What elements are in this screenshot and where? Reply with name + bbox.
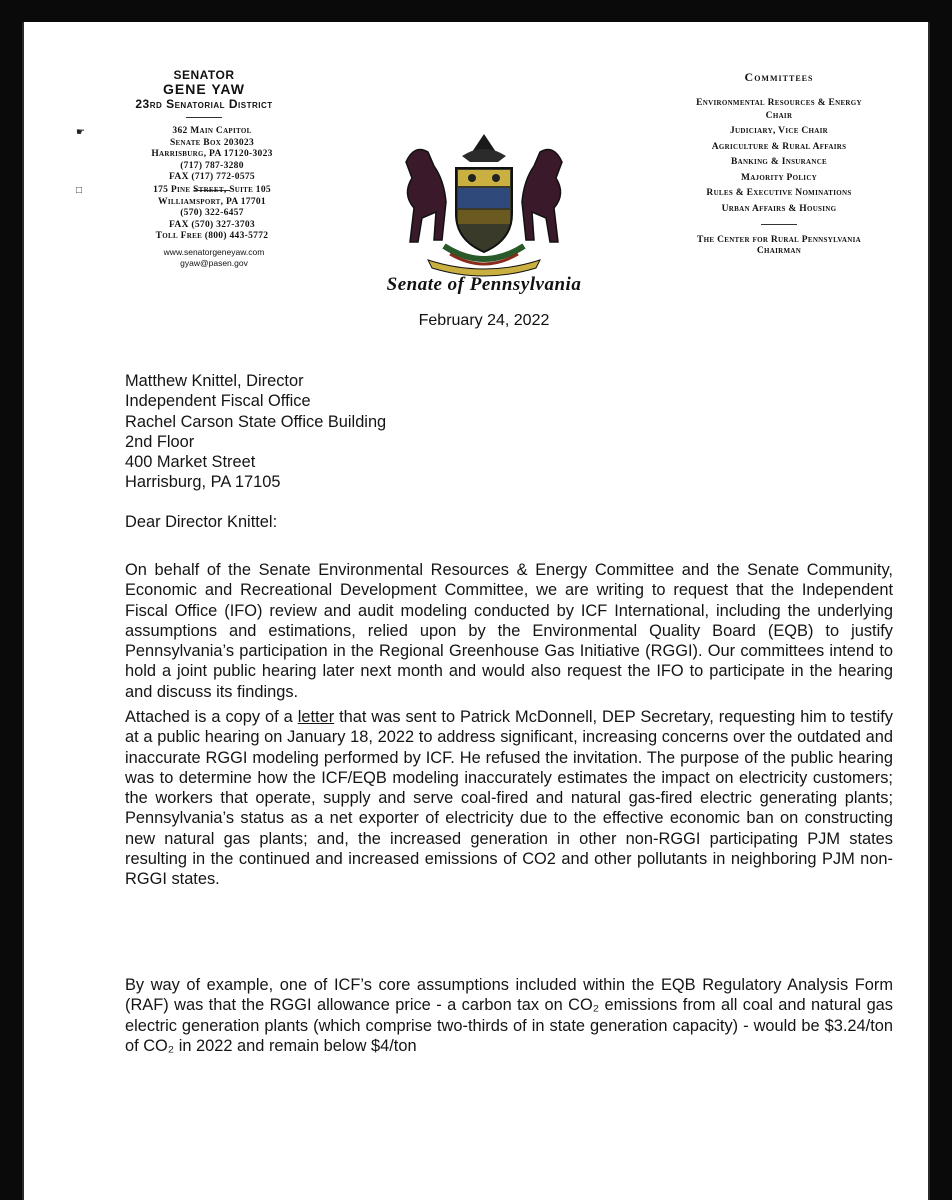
address-line: 175 Pine Street, Suite 105 <box>153 185 271 195</box>
district-office-address <box>127 185 297 243</box>
committees-title: Committees <box>744 70 814 84</box>
senator-title: SENATOR <box>173 68 235 82</box>
committee-item: Environmental Resources & Energy <box>696 98 862 108</box>
senator-name: GENE YAW <box>163 81 245 97</box>
address-line: (717) 787-3280 <box>180 160 244 171</box>
website-link[interactable]: www.senatorgeneyaw.com <box>163 247 265 257</box>
address-line: FAX (570) 327-3703 <box>169 219 255 230</box>
committees-block <box>656 70 902 257</box>
email-link[interactable]: gyaw@pasen.gov <box>180 258 248 268</box>
divider <box>761 224 797 225</box>
recipient-line: Matthew Knittel, Director <box>125 372 304 390</box>
letter-date: February 24, 2022 <box>418 312 550 329</box>
committee-item: Chair <box>765 111 793 121</box>
recipient-line: Rachel Carson State Office Building <box>125 412 387 431</box>
senator-district: 23rd Senatorial District <box>135 97 273 111</box>
committee-item: Majority Policy <box>740 172 818 183</box>
paragraph-3: By way of example, one of ICF’s core assumptions included within the EQB Regulatory Analysis Form (RAF) was that the RGGI allowance price - a carbon tax on CO₂ emissions from all coal and natural gas electric generation plants (which comprise two-thirds of in state generation capacity) - would be $3.24/ton of CO₂ in 2022 and remain below $4/ton <box>125 976 893 1055</box>
recipient-line: 2nd Floor <box>125 432 195 451</box>
address-line: (570) 322-6457 <box>180 208 244 218</box>
letter-page <box>22 22 930 1200</box>
address-line: Williamsport, PA 17701 <box>158 196 266 207</box>
pennsylvania-seal-icon <box>384 122 584 282</box>
pointing-hand-icon: ☛ <box>76 127 85 138</box>
rural-center <box>656 235 902 257</box>
senator-block <box>84 68 324 124</box>
committee-item: Urban Affairs & Housing <box>721 203 837 214</box>
committee-item: Judiciary, Vice Chair <box>730 126 828 136</box>
committee-item: Agriculture & Rural Affairs <box>711 141 847 152</box>
paragraph-2 <box>125 707 893 890</box>
paragraph-1: On behalf of the Senate Environmental Resources & Energy Committee and the Senate Community, Economic and Recreational Development Committee, we are writing to request that the Independent Fiscal Office (IFO) review and audit modeling conducted by ICF International, including the underlying assumptions and estimations, relied upon by the Environmental Quality Board (EQB) to justify Pennsylvania’s participation in the Regional Greenhouse Gas Initiative (RGGI). Our committees intend to hold a joint public hearing later next month and would also request the IFO to participate in the hearing and discuss its findings. <box>125 561 893 701</box>
checkbox-icon: □ <box>76 185 83 196</box>
capitol-office-address <box>127 126 297 191</box>
contact-web <box>114 247 314 269</box>
senate-name: Senate of Pennsylvania <box>386 274 582 295</box>
recipient-line: Independent Fiscal Office <box>125 392 311 411</box>
divider <box>186 117 222 118</box>
address-line: Toll Free (800) 443-5772 <box>155 231 269 241</box>
address-line: 362 Main Capitol <box>172 126 252 136</box>
salutation: Dear Director Knittel: <box>125 513 278 531</box>
recipient-line: 400 Market Street <box>125 453 256 472</box>
recipient-line: Harrisburg, PA 17105 <box>125 473 281 492</box>
committee-item: Banking & Insurance <box>730 157 828 167</box>
paragraph-2-start: Attached is a copy of a <box>125 708 298 726</box>
committee-item: Rules & Executive Nominations <box>706 188 852 198</box>
committee-list <box>656 98 902 217</box>
address-line: Senate Box 203023 <box>169 137 255 148</box>
letter-link[interactable]: letter <box>297 708 335 726</box>
recipient-address <box>125 371 893 493</box>
address-line: Harrisburg, PA 17120-3023 <box>151 149 273 159</box>
paragraph-2-rest: that was sent to Patrick McDonnell, DEP Secretary, requesting him to testify at a public hearing on January 18, 2022 to address significant, increasing concerns over the outdated and inaccurate RGGI modeling performed by ICF. He refused the invitation. The purpose of the public hearing was to determine how the ICF/EQB modeling inaccurately estimates the impact on electricity customers; the workers that operate, supply and serve coal-fired and natural gas-fired electric generating plants; Pennsylvania’s status as a net exporter of electricity due to the effective economic ban on constructing new natural gas plants; and, the increased generation in other non-RGGI participating PJM states resulting in the continued and increased emissions of CO2 and other pollutants in neighboring PJM non-RGGI states. <box>125 708 893 889</box>
rural-center-role: Chairman <box>756 246 802 256</box>
address-line: FAX (717) 772-0575 <box>169 172 255 182</box>
rural-center-name: The Center for Rural Pennsylvania <box>697 235 861 245</box>
